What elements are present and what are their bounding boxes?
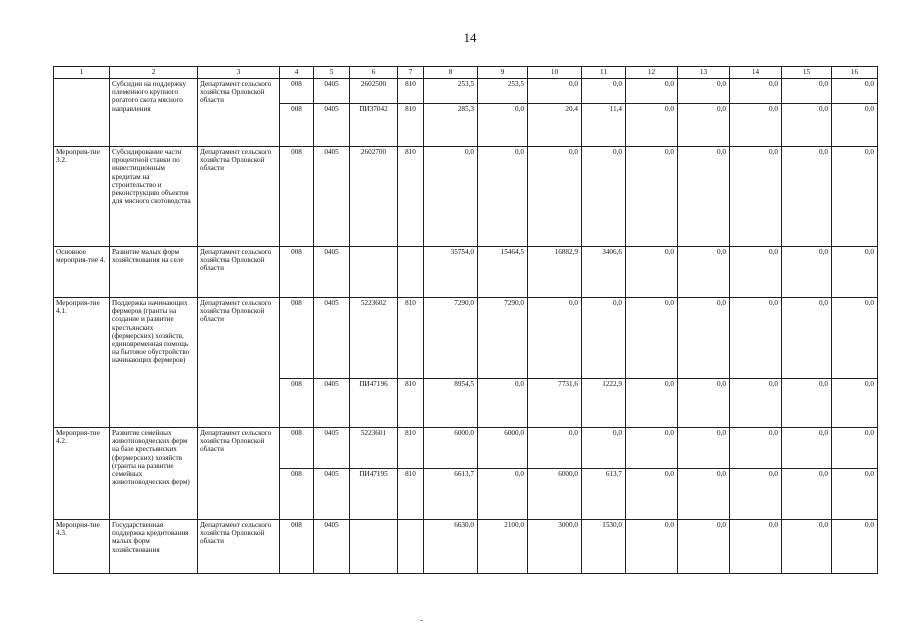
scan-speck — [420, 620, 423, 621]
value-cell: 0405 — [314, 247, 350, 298]
table-row — [54, 298, 878, 379]
value-cell: 0405 — [314, 428, 350, 469]
measure-name-cell: Развитие малых форм хозяйствования на селе — [110, 247, 198, 298]
value-cell: 0,0 — [832, 147, 878, 247]
value-cell: 0,0 — [626, 379, 678, 428]
value-cell: 253,5 — [478, 79, 528, 104]
measure-name-cell: Развитие семейных животноводческих ферм на базе крестьянских (фермерских) хозяйств (гранты на развитие семейных животноводческих ферм) — [110, 428, 198, 520]
measure-name-cell: Государственная поддержка кредитования малых форм хозяйствования — [110, 520, 198, 574]
header-cell: 3 — [198, 67, 280, 79]
value-cell: 0,0 — [424, 147, 478, 247]
value-cell: 0405 — [314, 469, 350, 520]
value-cell — [350, 520, 398, 574]
value-cell: 5223601 — [350, 428, 398, 469]
value-cell: 0,0 — [832, 79, 878, 104]
value-cell: 5223602 — [350, 298, 398, 379]
value-cell: 0,0 — [730, 147, 782, 247]
value-cell: 0,0 — [626, 469, 678, 520]
value-cell: 0,0 — [528, 79, 582, 104]
value-cell: 0405 — [314, 379, 350, 428]
value-cell: 6613,7 — [424, 469, 478, 520]
value-cell — [350, 247, 398, 298]
value-cell: 0,0 — [782, 428, 832, 469]
header-cell: 16 — [832, 67, 878, 79]
table-row — [54, 147, 878, 247]
table-body — [54, 79, 878, 574]
value-cell: 16882,9 — [528, 247, 582, 298]
value-cell: 0,0 — [832, 428, 878, 469]
value-cell: 008 — [280, 104, 314, 147]
value-cell: 0,0 — [832, 469, 878, 520]
header-cell: 7 — [398, 67, 424, 79]
value-cell: ПИ47196 — [350, 379, 398, 428]
value-cell: 6000,0 — [528, 469, 582, 520]
value-cell: 0,0 — [582, 428, 626, 469]
value-cell: 0,0 — [478, 379, 528, 428]
value-cell: 8954,5 — [424, 379, 478, 428]
value-cell: 0,0 — [626, 79, 678, 104]
value-cell: 810 — [398, 469, 424, 520]
measure-name-cell: Субсидии на поддержку племенного крупного рогатого скота мясного направления — [110, 79, 198, 147]
value-cell: 0,0 — [528, 298, 582, 379]
measure-code-cell: Мероприя-тие 4.2. — [54, 428, 110, 520]
executor-cell: Департамент сельского хозяйства Орловской области — [198, 79, 280, 147]
value-cell: 0,0 — [832, 379, 878, 428]
column-number-header — [54, 67, 878, 79]
value-cell: 0405 — [314, 520, 350, 574]
value-cell: 0,0 — [678, 428, 730, 469]
value-cell: 0,0 — [528, 428, 582, 469]
value-cell: 20,4 — [528, 104, 582, 147]
value-cell — [398, 520, 424, 574]
value-cell: 3000,0 — [528, 520, 582, 574]
header-cell: 2 — [110, 67, 198, 79]
executor-cell: Департамент сельского хозяйства Орловской области — [198, 428, 280, 520]
value-cell: 0,0 — [730, 520, 782, 574]
value-cell: 0,0 — [678, 469, 730, 520]
value-cell: 0,0 — [478, 104, 528, 147]
header-cell: 9 — [478, 67, 528, 79]
value-cell: 0,0 — [832, 104, 878, 147]
value-cell: ПИ37042 — [350, 104, 398, 147]
value-cell: 3406,6 — [582, 247, 626, 298]
header-cell: 14 — [730, 67, 782, 79]
value-cell: 0,0 — [478, 469, 528, 520]
value-cell: 2602500 — [350, 79, 398, 104]
value-cell: ПИ47195 — [350, 469, 398, 520]
value-cell: 0,0 — [730, 79, 782, 104]
value-cell: 0,0 — [626, 428, 678, 469]
value-cell: 0,0 — [832, 247, 878, 298]
value-cell: 253,5 — [424, 79, 478, 104]
value-cell: 1222,9 — [582, 379, 626, 428]
header-cell: 4 — [280, 67, 314, 79]
executor-cell: Департамент сельского хозяйства Орловской области — [198, 247, 280, 298]
value-cell: 0,0 — [782, 520, 832, 574]
value-cell: 2602700 — [350, 147, 398, 247]
value-cell: 0,0 — [782, 104, 832, 147]
executor-cell: Департамент сельского хозяйства Орловской области — [198, 520, 280, 574]
value-cell: 810 — [398, 379, 424, 428]
value-cell: 008 — [280, 147, 314, 247]
header-cell: 8 — [424, 67, 478, 79]
value-cell: 810 — [398, 147, 424, 247]
value-cell: 35754,0 — [424, 247, 478, 298]
value-cell: 7290,0 — [478, 298, 528, 379]
value-cell: 0,0 — [582, 298, 626, 379]
table-row — [54, 79, 878, 104]
value-cell: 0,0 — [678, 379, 730, 428]
value-cell: 0,0 — [782, 79, 832, 104]
value-cell: 0,0 — [678, 247, 730, 298]
table-row — [54, 520, 878, 574]
value-cell: 0,0 — [626, 298, 678, 379]
value-cell: 008 — [280, 79, 314, 104]
value-cell: 0405 — [314, 147, 350, 247]
value-cell: 810 — [398, 104, 424, 147]
value-cell: 2100,0 — [478, 520, 528, 574]
value-cell: 0,0 — [678, 147, 730, 247]
value-cell: 0,0 — [478, 147, 528, 247]
executor-cell: Департамент сельского хозяйства Орловской области — [198, 147, 280, 247]
value-cell: 0,0 — [678, 79, 730, 104]
value-cell: 0,0 — [782, 247, 832, 298]
value-cell: 0,0 — [782, 379, 832, 428]
value-cell: 0,0 — [626, 104, 678, 147]
value-cell: 008 — [280, 428, 314, 469]
value-cell: 0,0 — [730, 247, 782, 298]
value-cell: 6000,0 — [478, 428, 528, 469]
value-cell: 6630,0 — [424, 520, 478, 574]
executor-cell: Департамент сельского хозяйства Орловской области — [198, 298, 280, 428]
measure-code-cell: Мероприя-тие 3.2. — [54, 147, 110, 247]
value-cell: 613,7 — [582, 469, 626, 520]
measure-code-cell — [54, 79, 110, 147]
header-cell: 12 — [626, 67, 678, 79]
budget-table — [53, 66, 878, 574]
header-cell: 11 — [582, 67, 626, 79]
value-cell: 0,0 — [528, 147, 582, 247]
value-cell: 0405 — [314, 104, 350, 147]
value-cell: 0,0 — [626, 147, 678, 247]
header-cell: 5 — [314, 67, 350, 79]
header-cell: 13 — [678, 67, 730, 79]
value-cell: 0,0 — [782, 298, 832, 379]
value-cell: 810 — [398, 79, 424, 104]
value-cell: 810 — [398, 428, 424, 469]
value-cell: 7290,0 — [424, 298, 478, 379]
value-cell: 008 — [280, 469, 314, 520]
header-cell: 6 — [350, 67, 398, 79]
page-number: 14 — [463, 30, 477, 45]
value-cell: 0,0 — [782, 147, 832, 247]
header-cell: 15 — [782, 67, 832, 79]
value-cell: 6000,0 — [424, 428, 478, 469]
value-cell: 0,0 — [626, 247, 678, 298]
value-cell: 0,0 — [832, 520, 878, 574]
table-row — [54, 428, 878, 469]
value-cell: 0,0 — [730, 469, 782, 520]
measure-name-cell: Поддержка начинающих фермеров (гранты на создание и развитие крестьянских (фермерских) хозяйств, единовременная помощь на бытовое обустройство начинающих фермеров) — [110, 298, 198, 428]
measure-code-cell: Мероприя-тие 4.1. — [54, 298, 110, 428]
value-cell: 0,0 — [678, 298, 730, 379]
value-cell: 008 — [280, 247, 314, 298]
measure-code-cell: Основное мероприя-тие 4. — [54, 247, 110, 298]
measure-code-cell: Мероприя-тие 4.3. — [54, 520, 110, 574]
value-cell: 0,0 — [678, 104, 730, 147]
value-cell: 0,0 — [730, 428, 782, 469]
value-cell: 7731,6 — [528, 379, 582, 428]
value-cell: 0,0 — [782, 469, 832, 520]
value-cell: 008 — [280, 298, 314, 379]
value-cell: 0,0 — [626, 520, 678, 574]
value-cell: 008 — [280, 520, 314, 574]
value-cell: 0405 — [314, 298, 350, 379]
value-cell: 0405 — [314, 79, 350, 104]
value-cell: 15464,5 — [478, 247, 528, 298]
header-cell: 1 — [54, 67, 110, 79]
value-cell: 0,0 — [730, 379, 782, 428]
value-cell: 0,0 — [730, 298, 782, 379]
header-cell: 10 — [528, 67, 582, 79]
value-cell: 0,0 — [582, 147, 626, 247]
value-cell: 0,0 — [678, 520, 730, 574]
value-cell: 0,0 — [730, 104, 782, 147]
measure-name-cell: Субсидирование части процентной ставки по инвестиционным кредитам на строительство и реконструкцию объектов для мясного скотоводства — [110, 147, 198, 247]
value-cell: 0,0 — [582, 79, 626, 104]
value-cell: 285,3 — [424, 104, 478, 147]
value-cell: 11,4 — [582, 104, 626, 147]
value-cell: 810 — [398, 298, 424, 379]
value-cell — [398, 247, 424, 298]
value-cell: 008 — [280, 379, 314, 428]
value-cell: 1530,0 — [582, 520, 626, 574]
value-cell: 0,0 — [832, 298, 878, 379]
table-row — [54, 247, 878, 298]
